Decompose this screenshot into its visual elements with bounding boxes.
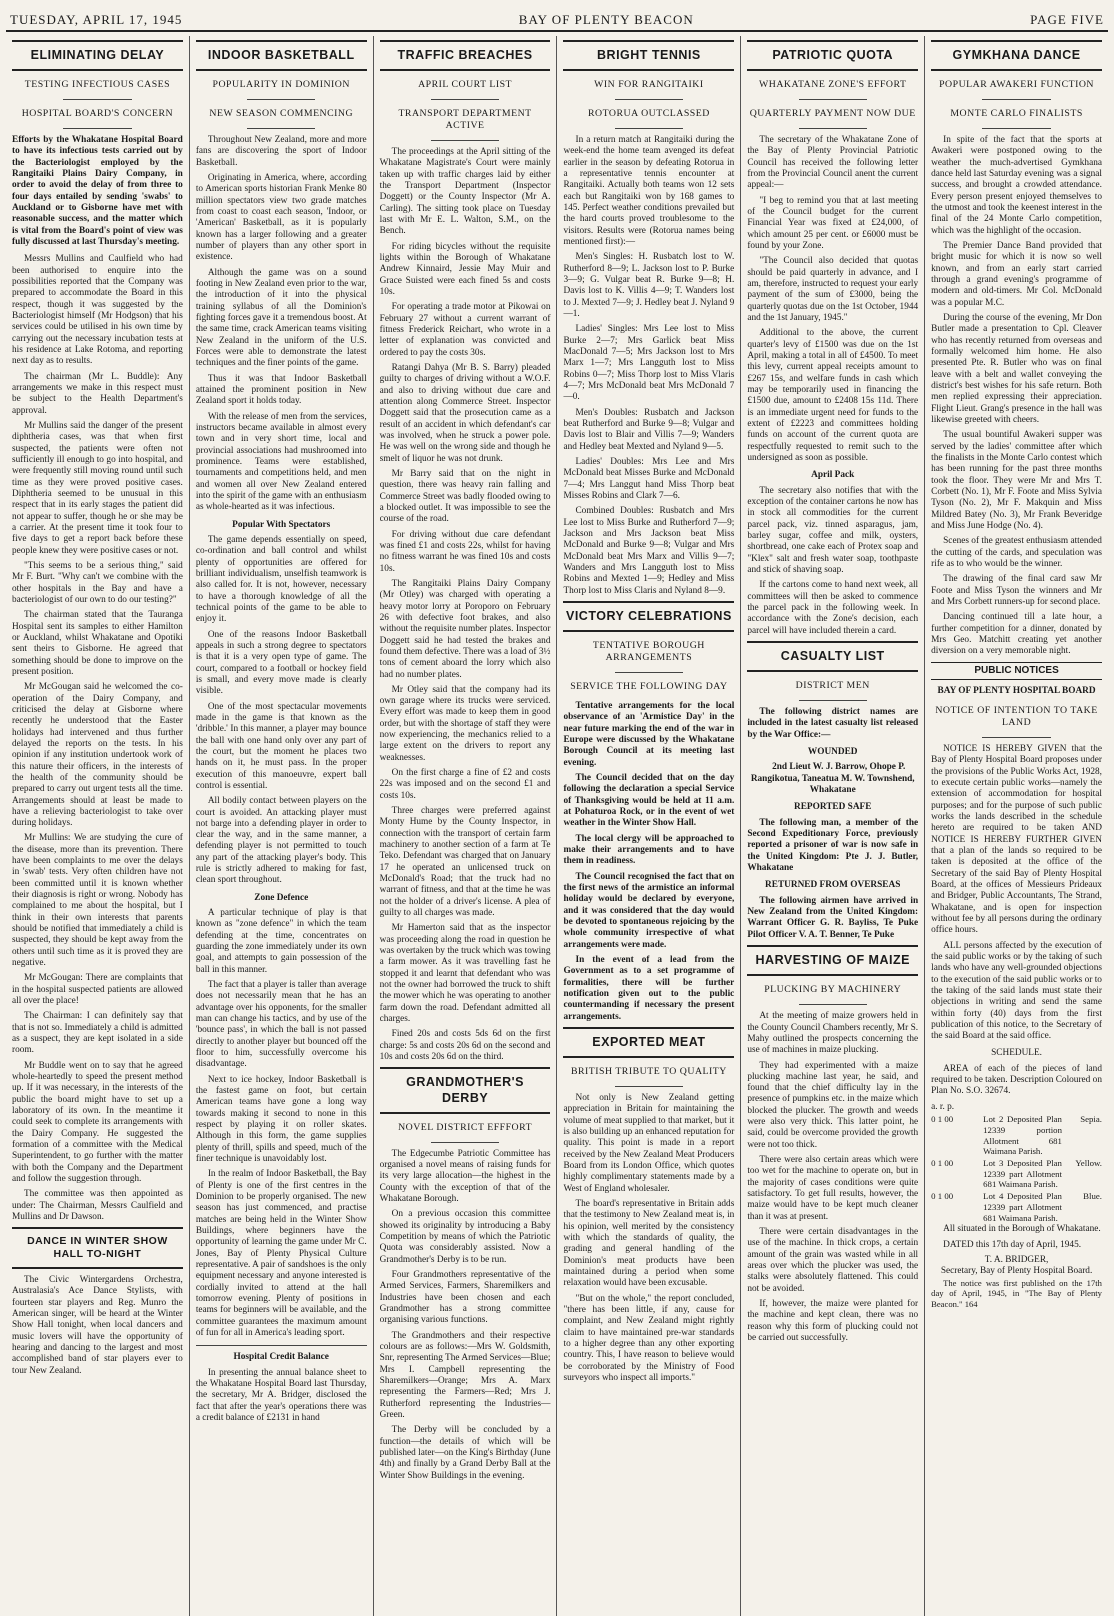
paragraph: "But on the whole," the report concluded, "there has been little, if any, cause for complaint, and New Zealand might rightly claim to have maintained pre-war standards to a higher degree than any other exporting country. This, I have reason to believe would be corroborated by the Ministry of Food surveyors who inspect all imports." [563, 1293, 735, 1383]
divider [63, 128, 131, 129]
headline-derby: GRANDMOTHER'S DERBY [380, 1067, 551, 1114]
subhead: QUARTERLY PAYMENT NOW DUE [749, 108, 916, 120]
side-heading: Hospital Credit Balance [233, 1352, 329, 1363]
schedule-row [931, 1191, 1102, 1223]
schedule-area: 0 1 00 [931, 1191, 954, 1202]
article-body [12, 1275, 183, 1377]
paragraph: NOTICE IS HEREBY GIVEN that the Bay of Plenty Hospital Board proposes under the provisions of the Public Works Act, 1928, to execute certain public works—namely the extension of accommodation for hospital purposes; and for the purpose of such public works the lands described in the schedule hereto are required to be taken AND NOTICE IS HEREBY FURTHER GIVEN that a plan of the lands so required to be taken is deposited at the office of the Secretary of the said Bay of Plenty Hospital Board, at the offices of Messieurs Prideaux and Bridger, Public Accountants, The Strand, Whakatane, and is open for inspection without fee by all persons during the ordinary office hours. [931, 743, 1102, 936]
column-6 [925, 36, 1108, 1616]
headline-basketball: INDOOR BASKETBALL [196, 40, 367, 71]
article-body [563, 701, 734, 1023]
subhead: POPULARITY IN DOMINION [212, 79, 350, 91]
paragraph: The Civic Wintergardens Orchestra, Australasia's Ace Dance Stylists, with fourteen star players and Reg. Munro the American singer, will be heard at the Winter Show Hall tonight, when local dancers and music lovers will have the opportunity of hearing and dancing to the largest and most accomplished band of star players ever to tour New Zealand. [12, 1274, 183, 1376]
paragraph: At the meeting of maize growers held in the County Council Chambers recently, Mr S. Mahy outlined the prospects concerning the use of machines in maize plucking. [747, 1011, 919, 1056]
schedule-row [931, 1114, 1102, 1157]
paragraph: The chairman stated that the Tauranga Hospital sent its samples to either Hamilton or Auckland, whilst Whakatane and Opotiki sent theirs to Gisborne. He agreed that something should be done to improve on the present position. [12, 610, 183, 677]
paragraph: One of the reasons Indoor Basketball appeals in such a strong degree to spectators is that it is a very open type of game. The court, compared to a football or hockey field is small, and every move made is clearly visible. [195, 629, 367, 697]
subhead: SERVICE THE FOLLOWING DAY [570, 681, 728, 693]
paragraph: There were also certain areas which were too wet for the machine to operate on, but in the majority of cases conditions were quite satisfactory. To get full results, however, the maize would have to be kept much cleaner than it was at present. [747, 1155, 919, 1222]
divider [982, 128, 1050, 129]
headline-tennis: BRIGHT TENNIS [563, 40, 734, 71]
lead-paragraph: Efforts by the Whakatane Hospital Board to have its infectious tests carried out by the Bacteriologist employed by the Rangitaiki Plains Dairy Company, in order to avoid the delay of from three to four days entailed by sending 'swabs' to Auckland or to Gisborne have met with reasonable success, and the matter which is vital from the Board's point of view was fully discussed at last Thursday's meeting. [12, 135, 183, 248]
side-heading: Zone Defence [254, 892, 309, 903]
side-heading: WOUNDED [807, 747, 858, 758]
schedule-header: AREA of each of the pieces of land required to be taken. Description Coloured on Plan No. S.O. 32674. [931, 1063, 1102, 1097]
paragraph: In spite of the fact that the sports at Awakeri were postponed owing to the weather the much-advertised Gymkhana dance held last Saturday evening was a signal success, and brought a crowded attendance. Every person present enjoyed themselves to the utmost and took the keenest interest in the final of the 24 Monte Carlo competition, which was the highlight of the occasion. [931, 135, 1102, 236]
subhead: TRANSPORT DEPARTMENT ACTIVE [398, 108, 532, 132]
paragraph: On a previous occasion this committee showed its originality by introducing a Baby Competition by means of which the Patriotic Quota was considerably assisted. Now a Grandmother's Derby is to be run. [379, 1209, 551, 1265]
column-5 [741, 36, 925, 1616]
paragraph: The proceedings at the April sitting of the Whakatane Magistrate's Court were mainly taken up with traffic charges laid by either the Transport Department (Inspector Doggett) or the County Inspector (Mr A. Carling). The sitting took place on Tuesday last with Mr E. L. Walton, S.M., on the Bench. [379, 147, 551, 237]
paragraph: The secretary of the Whakatane Zone of the Bay of Plenty Provincial Patriotic Council has received the following letter from the Provincial Council anent the current appeal:— [747, 135, 919, 191]
paragraph: Ladies' Singles: Mrs Lee lost to Miss Burke 2—7; Mrs Garlick beat Miss MacDonald 7—5; Mrs Jackson lost to Mrs Marx 1—7; Mrs Langguth lost to Miss Robins 0—7; Miss Thorp lost to Miss Vlaris 4—7; Mrs McDonald beat Mrs McDonald 7—0. [563, 324, 735, 403]
paragraph: The drawing of the final card saw Mr Foote and Miss Tyson the winners and Mr and Mrs Corbett runners-up for second place. [931, 574, 1102, 607]
paragraph: Dancing continued till a late hour, a further competition for a dinner, donated by Mrs Geo. Matchitt creating yet another diversion on a very memorable night. [931, 612, 1102, 657]
issue-date: TUESDAY, APRIL 17, 1945 [10, 12, 183, 27]
paragraph: Additional to the above, the current quarter's levy of £1500 was due on the 1st April, making a total in all of £4500. To meet this levy, current appeal receipts amount to £267 15s, and welfare funds in cash which may be temporarily used in financing the £1500 due, amount to £2408 15s 11d. There is an immediate urgent need for funds to the extent of £2223 and committees holding funds on account of the current quota are respectfully requested to remit such to the undersigned as soon as possible. [747, 328, 919, 463]
divider [982, 99, 1050, 100]
signer-name: T. A. BRIDGER, [984, 1254, 1049, 1265]
article-body [563, 1093, 734, 1384]
article-body [380, 147, 551, 1063]
paragraph: Next to ice hockey, Indoor Basketball is the fastest game on foot, but certain American teams have gone a long way towards making it second to none in this respect by playing it on roller skates. Although in this form, the game supplies plenty of thrill, spills and speed, much of the finer technique is unavoidably lost. [195, 1074, 367, 1165]
column-1 [6, 36, 190, 1616]
paragraph: The following man, a member of the Second Expeditionary Force, previously reported a prisoner of war is now safe in the United Kingdom: Pte J. J. Butler, Whakatane [747, 817, 919, 874]
side-heading: Popular With Spectators [232, 519, 331, 530]
schedule-title: SCHEDULE. [991, 1048, 1042, 1059]
columns [6, 36, 1108, 1616]
divider [615, 1086, 683, 1087]
paragraph: DATED this 17th day of April, 1945. [943, 1239, 1082, 1250]
article-body [380, 1149, 551, 1482]
paragraph: Four Grandmothers representative of the Armed Services, Farmers, Sharemilkers and Industries have been chosen and each Grandmother has a strong committee organising various functions. [379, 1270, 551, 1326]
schedule-colour: Yellow. [1075, 1158, 1102, 1168]
paragraph: Originating in America, where, according to American sports historian Frank Menke 80 million spectators view two grade matches from coast to coast each season, 'Indoor, or 'American' Basketball, as it is popularly known has a larger following and a greater number of players than any other sport in existence. [195, 173, 367, 263]
paragraph: "The Council also decided that quotas should be paid quarterly in advance, and I am, therefore, instructed to request your early payment of the sum of £3000, being the quarterly quotas due on the 1st October, 1944 and the 1st January, 1945." [747, 256, 919, 324]
subhead: NOVEL DISTRICT EFFFORT [398, 1121, 533, 1133]
paragraph: Tentative arrangements for the local observance of an 'Armistice Day' in the near future marking the end of the war in Europe were discussed by the Whakatane Borough Council at its meeting last evening. [563, 700, 735, 768]
article-body [931, 135, 1102, 657]
article-body [196, 908, 367, 1339]
subhead: MONTE CARLO FINALISTS [950, 108, 1083, 120]
paragraph: The following district names are included in the latest casualty list released by the War Office:— [747, 707, 919, 740]
paragraph: Men's Doubles: Rusbatch and Jackson beat Rutherford and Burke 9—8; Vulgar and Davis lost to Blair and Villis 7—9; Wanders and Hedley beat Mexted and Nyland 9—5. [563, 407, 735, 452]
schedule-colour: Sepia. [1080, 1114, 1102, 1125]
paragraph: Mr Mullins: We are studying the cure of the disease, more than its prevention. There have been complaints to me over the delays in 'swab' tests. Very often children have not been committed until it is known whether their diagnosis is right or wrong. Nobody has complained to me about the hospital, but I think in their own interests that parents should be notified that immediately a child is suspected, they should be kept away from the others until such time as it is proved they are negative. [12, 833, 183, 969]
paragraph: The game depends essentially on speed, co-ordination and ball control and whilst plenty of opportunities are offered for brilliant individualism, unselfish teamwork is also called for. It is not, however, necessary to have a thorough knowledge of all the technical points of the game to be able to enjoy it. [195, 534, 367, 625]
paragraph: Men's Singles: H. Rusbatch lost to W. Rutherford 8—9; L. Jackson lost to P. Burke 3—9; G. Vulgar beat R. Burke 9—8; H. Davis lost to K. Villis 4—9; T. Wanders lost to J. Mexted 7—9; J. Hedley beat J. Nyland 9—1. [563, 252, 735, 320]
paragraph: "I beg to remind you that at last meeting of the Council budget for the current Financial Year was fixed at £24,000, of which amount 25 per cent. or £6000 must be found by your Zone. [747, 195, 919, 252]
paragraph: Not only is New Zealand getting appreciation in Britain for maintaining the volume of meat supplied to that market, but it is also building up an enhanced reputation for quality. This point is made in a report received by the New Zealand Meat Producers Board from its London Office, which quotes highly complimentary statements made by a West of England wholesaler. [563, 1093, 735, 1194]
paragraph: Mr McGougan: There are complaints that in the hospital suspected patients are allowed all over the place! [12, 973, 183, 1007]
divider [799, 99, 867, 100]
divider [247, 128, 315, 129]
paragraph: In presenting the annual balance sheet to the Whakatane Hospital Board last Thursday, the secretary, Mr A. Bridger, disclosed the fact that after the year's operations there was a credit balance of £2131 in hand [195, 1367, 367, 1423]
paragraph: Messrs Mullins and Caulfield who had been authorised to enquire into the possibilities reported that the Company was prepared to accommodate the Board in this respect, though it was suggested by the Bacteriologist himself (Mr Hodgson) that his services could be utilised in his own time by carrying out the necessary incubation tests at his residence at Lake Rotoma, and reporting next day as to results. [12, 254, 183, 367]
paragraph: All bodily contact between players on the court is avoided. An attacking player must not barge into a defending player in order to clear the way, and in the same manner, a defending player is not permitted to touch any part of the attacking player's body. This rule is strictly adhered to making for fast, clean sport throughout. [195, 796, 367, 886]
subhead: BRITISH TRIBUTE TO QUALITY [570, 1066, 727, 1078]
paragraph: The secretary also notifies that with the exception of the container cartons he now has in stock all commodities for the current parcel pack, viz. tinned asparagus, jam, barley sugar, coffee and milk, oysters, shortbread, one cake each of Protex soap and "Klex" salt and fresh water soap, toothpaste and stick of shaving soap. [747, 485, 919, 575]
divider [431, 1142, 499, 1143]
paragraph: Ladies' Doubles: Mrs Lee and Mrs McDonald beat Misses Burke and McDonald 7—4; Mrs Langgut hand Miss Thorp beat Misses Robins and Clark 7—6. [563, 456, 735, 501]
headline-quota: PATRIOTIC QUOTA [747, 40, 918, 71]
paragraph: If the cartons come to hand next week, all committees will then be asked to commence the parcel pack in the following week. In accordance with the Zone's decision, each parcel will have included therein a card. [747, 580, 919, 636]
subhead: ROTORUA OUTCLASSED [588, 108, 710, 120]
schedule-area: 0 1 00 [931, 1158, 954, 1168]
paragraph: "This seems to be a serious thing," said Mr F. Burt. "Why can't we combine with the other hospitals in the Bay and have a bacteriologist of our own to do our testing?" [12, 560, 183, 605]
schedule-description: Lot 2 Deposited Plan 12339 portion Allotment 681 Waimana Parish. [983, 1114, 1062, 1157]
newspaper-title: BAY OF PLENTY BEACON [518, 12, 694, 27]
subhead: NEW SEASON COMMENCING [209, 108, 354, 120]
headline-dance: DANCE IN WINTER SHOW HALL TO-NIGHT [12, 1227, 183, 1269]
schedule-units: a. r. p. [931, 1101, 955, 1112]
paragraph: The local clergy will be approached to make their arrangements and to have them in readiness. [563, 833, 735, 867]
headline-maize: HARVESTING OF MAIZE [747, 945, 918, 976]
subhead: DISTRICT MEN [795, 680, 870, 692]
paragraph: The usual bountiful Awakeri supper was served by the ladies' committee after which the finalists in the Monte Carlo contest which has been running for the past three months took the floor. They were Mr and Mrs T. Corbett (No. 1), Mr F. Foote and Miss Sylvia Tyson (No. 2), Mr F. Makquin and Miss Mildred Batey (No. 3), Mr Frank Beveridge and Miss June Hodge (No. 4). [931, 430, 1102, 531]
divider [431, 99, 499, 100]
masthead [6, 0, 1108, 32]
paragraph: Mr Barry said that on the night in question, there was heavy rain falling and Commerce Street was badly flooded owing to a blocked outlet. It was impossible to see the course of the road. [379, 468, 551, 525]
paragraph: For riding bicycles without the requisite lights within the Borough of Whakatane Andrew Kinnaird, Jessie May Muir and Grace Suisted were each fined 5s and costs 10s. [379, 241, 551, 297]
paragraph: Mr Buddle went on to say that he agreed whole-heartedly to speed the present method up. If it was necessary, in the interests of the public the board might have to set up a laboratory of its own. In the meantime it could seek to complete its arrangements with the Dairy Company. He suggested the formation of a committee with the Medical Superintendent, to go further with the matter with both the Company and the Department and follow the suggestion through. [12, 1060, 183, 1184]
subhead: NOTICE OF INTENTION TO TAKE LAND [935, 705, 1098, 729]
article-body [12, 254, 183, 1223]
subhead: TESTING INFECTIOUS CASES [24, 79, 171, 91]
paragraph: All situated in the Borough of Whakatane. [943, 1224, 1101, 1235]
headline-victory: VICTORY CELEBRATIONS [563, 601, 734, 632]
paragraph: 2nd Lieut W. J. Barrow, Ohope P. Rangikotua, Taneatua M. W. Townshend, Whakatane [750, 762, 915, 796]
notice-board: BAY OF PLENTY HOSPITAL BOARD [937, 685, 1096, 696]
paragraph: The Premier Dance Band provided that bright music for which it is now so well known, and from an early start carried through a grand evening's programme of modern and old-timers. Mr Col. McDonald was a popular M.C. [931, 241, 1102, 308]
paragraph: ALL persons affected by the execution of the said public works or by the taking of such lands who have any well-grounded objections to the execution of the said public works or to the taking of the said lands must state their objections in writing and send the same within forty (40) days from the first publication of this notice, to the Secretary of the said Board at the said office. [931, 940, 1102, 1042]
paragraph: The fact that a player is taller than average does not necessarily mean that he has an advantage over his opponents, for the smaller man can change his tactics, and by use of the 'bounce pass', in which the ball is not passed directly to another player but bounced off the floor to him, successfully overcome his disadvantage. [195, 980, 367, 1070]
side-heading: April Pack [811, 470, 855, 481]
paragraph: One of the most spectacular movements made in the game is that known as the 'dribble.' In this manner, a player may bounce the ball with one hand only over any part of the court, but the moment he places two hands on it, he must pass. In the proper execution of this manoeuvre, expert ball control is essential. [195, 701, 367, 791]
article-body [747, 1011, 918, 1344]
paragraph: The Chairman: I can definitely say that that is not so. Immediately a child is admitted as a suspect, they are kept isolated in a side room. [12, 1011, 183, 1056]
paragraph: Fined 20s and costs 5ds 6d on the first charge: 5s and costs 20s 6d on the second and 10s and costs 20s 6d on the third. [379, 1029, 551, 1062]
headline-meat: EXPORTED MEAT [563, 1027, 734, 1058]
headline-casualty: CASUALTY LIST [747, 641, 918, 672]
paragraph: Although the game was on a sound footing in New Zealand even prior to the war, the introduction of it into the physical training syllabus of all the Dominion's fighting forces gave it a tremendous boost. At the same time, crack American teams visiting New Zealand in the uniform of the U.S. Forces were able to demonstrate the latest techniques and the finer points of the game. [195, 267, 367, 369]
paragraph: The board's representative in Britain adds that the testimony to New Zealand meat is, in his opinion, well merited by the consistency with which the standards of quality, the grading and general handling of the Dominion's meat products have been maintained during a period when some relaxation would have been excusable. [563, 1198, 735, 1289]
subhead: PLUCKING BY MACHINERY [764, 984, 902, 996]
divider [799, 128, 867, 129]
paragraph: In the realm of Indoor Basketball, the Bay of Plenty is one of the first centres in the Dominion to be properly organised. The new season has just commenced, and practise matches are being held in the Winter Show Buildings, where beginners have the opportunity of learning the game under Mr C. Jones, Bay of Plenty Physical Culture representative. A pair of sandshoes is the only equipment necessary and anyone interested is cordially invited to attend at the hall tomorrow evening. Plenty of positions in teams for beginners will be available, and the committee guarantees the maximum amount of fun for all in America's leading sport. [195, 1169, 367, 1338]
public-notices-title: PUBLIC NOTICES [931, 662, 1102, 680]
paragraph: In the event of a lead from the Government as to a set programme of formalities, there will be further notification given out to the public countermanding if necessary the present arrangements. [563, 954, 735, 1022]
page-number: PAGE FIVE [1030, 12, 1104, 27]
subhead: HOSPITAL BOARD'S CONCERN [21, 108, 174, 120]
paragraph: The Council recognised the fact that on the first news of the armistice an informal holiday would be declared by everyone, and it was considered that the day would be devoted to spontaneous rejoicing by the whole community irrespective of what arrangements were made. [563, 871, 735, 950]
column-3 [374, 36, 558, 1616]
paragraph: If, however, the maize were planted for the machine and kept clean, there was no reason why this form of plucking could not be carried out successfully. [747, 1299, 919, 1344]
paragraph: Mr Mullins said the danger of the present diphtheria cases, was that when first suspected, the patients were often not sufficiently ill enough to go into hospital, and were frequently still moving round until such time as they were proved positive cases. Diphtheria seemed to be unusual in this respect that in its early stages the patient did not appear to suffer, though he or she may be a carrier. At the present time it took four to five days to get a report back before these people knew they were positive cases or not. [12, 421, 183, 556]
article-body [563, 135, 734, 597]
signer-title: Secretary, Bay of Plenty Hospital Board. [940, 1266, 1093, 1277]
paragraph: Mr McGougan said he welcomed the co-operation of the Dairy Company, and criticised the delay at Gisborne where recently he understood that the Easter holidays had intervened and thus further delayed the reports on the tests. In his opinion if any institution undertook work of this nature their officers, in the interests of the health of the community should be prepared to carry out urgent tests all the time. Arrangements should at least be made to have a relieving bacteriologist to take over during holidays. [12, 682, 183, 829]
article-body [747, 486, 918, 637]
divider [799, 1004, 867, 1005]
divider [982, 737, 1050, 738]
paragraph: During the course of the evening, Mr Don Butler made a presentation to Cpl. Cleaver who has recently returned from overseas and formally welcomed him home. He also presented Pte. R. Butler who was on final leave with a belt and wallet conveying the district's best wishes for his safe return. Both men replied expressing their appreciation. Flight Lieut. Grang's presence in the hall was likewise greeted with cheers. [931, 313, 1102, 425]
divider [799, 700, 867, 701]
paragraph: The Derby will be concluded by a function—the details of which will be published later—on the King's Birthday (June 4th) and finally by a Grand Derby Ball at the Winter Show Buildings in the evening. [379, 1425, 551, 1481]
paragraph: The committee was then appointed as under: The Chairman, Messrs Caulfield and Mullins and Dr Dawson. [12, 1189, 183, 1222]
paragraph: The Grandmothers and their respective colours are as follows:—Mrs W. Goldsmith, Snr, representing The Armed Services—Blue; Mrs I. Campbell representing the Sharemilkers—Orange; Mrs A. Marx representing the Farmers—Red; Mrs J. Rutherford representing the Industries—Green. [379, 1330, 551, 1420]
paragraph: For driving without due care defendant was fined £1 and costs 22s, whilst for having no fitness warrant he was fined 10s and costs 10s. [379, 529, 551, 574]
article-body [196, 535, 367, 887]
schedule-description: Lot 3 Deposited Plan 12339 part Allotment 681 Waimana Parish. [983, 1158, 1062, 1190]
paragraph: Ratangi Dahya (Mr B. S. Barry) pleaded guilty to charges of driving without a W.O.F. and also to driving without due care and attention along Commerce Street. Inspector Doggett said that the prosecution came as a result of an accident in which defendant's car was involved, when he struck a power pole. He was well on the wrong side and though he smelt of liquor he was not drunk. [379, 362, 551, 464]
paragraph: The Rangitaiki Plains Dairy Company (Mr Otley) was charged with operating a heavy motor lorry at Poroporo on February 26 with defective foot brakes, and also without the requisite number plates. Inspector Doggett said he had tested the brakes and found them defective. There was a load of 3½ tons of cement aboard the lorry which also had no number plates. [379, 578, 551, 680]
column-2 [190, 36, 374, 1616]
headline-gymkhana: GYMKHANA DANCE [931, 40, 1102, 71]
paragraph: The Edgecumbe Patriotic Committee has organised a novel means of raising funds for its very large allocation—the highest in the County with the exception of that of the Whakatane Borough. [379, 1148, 551, 1205]
side-heading: REPORTED SAFE [794, 802, 872, 813]
divider [615, 99, 683, 100]
divider [247, 99, 315, 100]
headline-eliminating-delay: ELIMINATING DELAY [12, 40, 183, 71]
schedule-row [931, 1158, 1102, 1190]
headline-traffic: TRAFFIC BREACHES [380, 40, 551, 71]
notice-footer: The notice was first published on the 17th day of April, 1945, in "The Bay of Plenty Beacon." 164 [931, 1277, 1102, 1309]
subhead: APRIL COURT LIST [418, 79, 513, 91]
paragraph: A particular technique of play is that known as "zone defence" in which the team defending at the time, concentrates on guarding the zone immediately under its own goal, and attempts to gain possession of the ball in this manner. [195, 908, 367, 975]
divider [431, 140, 499, 141]
side-heading: RETURNED FROM OVERSEAS [765, 880, 901, 891]
article-body [747, 135, 918, 464]
paragraph: Scenes of the greatest enthusiasm attended the cutting of the cards, and speculation was rife as to who would be the winner. [931, 536, 1102, 569]
paragraph: On the first charge a fine of £2 and costs 22s was imposed and on the second £1 and costs 10s. [379, 768, 551, 801]
subhead: WIN FOR RANGITAIKI [594, 79, 704, 91]
paragraph: Throughout New Zealand, more and more fans are discovering the sport of Indoor Basketball. [195, 135, 367, 168]
subhead: TENTATIVE BOROUGH ARRANGEMENTS [592, 640, 705, 664]
article-body [196, 135, 367, 514]
paragraph: Mr Hamerton said that as the inspector was proceeding along the road in question he was overtaken by the truck which was towing a farm mower. As it was travelling fast he stopped it and learnt that defendant who was not the owner had borrowed the truck to shift the mower which he was operating to another farm down the road. Defendant admitted all charges. [379, 923, 551, 1025]
paragraph: Mr Otley said that the company had its own garage where its trucks were serviced. Every effort was made to keep them in good order, but with the shortage of staff they were now experiencing, the mechanics relied to a large extent on the drivers to report any weaknesses. [379, 684, 551, 763]
paragraph: There were certain disadvantages in the use of the machine. In thick crops, a certain amount of the grain was wasted while in all areas over which the plucker was used, the stalks were absolutely flattened. This could not be avoided. [747, 1227, 919, 1294]
divider [63, 99, 131, 100]
paragraph: They had experimented with a maize plucking machine last year, he said, and found that the chief difficulty lay in the presence of pumpkins etc. in the maize which blocked the plucker. The growth and weeds were also very thick. This latter point, he said, could be overcome provided the growth were not too thick. [747, 1060, 919, 1150]
paragraph: Combined Doubles: Rusbatch and Mrs Lee lost to Miss Burke and Rutherford 7—9; Jackson and Mrs Jackson beat Miss McDonald and Burke 9—8; Vulgar and Mrs McDonald beat Mrs Marx and Villis 9—7; Wanders and Mrs Langguth lost to Miss Robins and Mexted 1—9; Hedley and Miss Thorp lost to Miss Claris and Nyland 8—9. [563, 506, 735, 596]
paragraph: Three charges were preferred against Monty Hume by the County Inspector, in connection with the transport of certain farm machinery to another section of a farm at Te Teko. Defendant was charged that on January 17 he operated an unlicensed truck on McDonald's Road; that the truck had no warrant of fitness, and that at the time he was not the holder of a driver's license. A plea of guilty to all charges was made. [379, 806, 551, 919]
divider [615, 672, 683, 673]
paragraph: With the release of men from the services, instructors became available in almost every town and in very short time, local and provincial associations had mushroomed into prominence. Teams were established, tournaments and competitions held, and men and women all over New Zealand entered into the spirit of the game with an enthusiasm as whole-hearted as it was infectious. [195, 411, 367, 513]
paragraph: The following airmen have arrived in New Zealand from the United Kingdom: Warrant Officer G. R. Bayliss, Te Puke Pilot Officer V. A. T. Benner, Te Puke [747, 895, 919, 940]
schedule-colour: Blue. [1083, 1191, 1102, 1202]
column-4 [557, 36, 741, 1616]
paragraph: The chairman (Mr L. Buddle): Any arrangements we make in this respect must be subject to the Health Department's approval. [12, 371, 183, 416]
schedule-description: Lot 4 Deposited Plan 12339 part Allotment 681 Waimana Parish. [983, 1191, 1062, 1223]
schedule-table [931, 1114, 1102, 1223]
subhead: WHAKATANE ZONE'S EFFORT [759, 79, 907, 91]
paragraph: In a return match at Rangitaiki during the week-end the home team avenged its defeat earlier in the season by defeating Rotorua in a representative tennis encounter at Rangitaiki. Actually both teams won 12 sets each but Rangitaiki won by 168 games to 145. Perfect weather conditions prevailed but the hard courts proved troublesome to the visitors. Results were (Rotorua names being mentioned first):— [563, 135, 735, 248]
paragraph: Thus it was that Indoor Basketball attained the prominent position in New Zealand sport it holds today. [195, 373, 367, 407]
article-body [931, 744, 1102, 1043]
subhead: POPULAR AWAKERI FUNCTION [939, 79, 1095, 91]
paragraph: The Council decided that on the day following the declaration a special Service of Thanksgiving would be held at 11 a.m. at Pohaturoa Rock, or in the event of wet weather in the Winter Show Hall. [563, 772, 735, 829]
paragraph: For operating a trade motor at Pikowai on February 27 without a current warrant of fitness Frederick Reichart, who wrote in a letter of explanation was convicted and ordered to pay the costs 30s. [379, 302, 551, 358]
divider [615, 128, 683, 129]
schedule-area: 0 1 00 [931, 1114, 954, 1125]
divider [196, 1345, 367, 1346]
